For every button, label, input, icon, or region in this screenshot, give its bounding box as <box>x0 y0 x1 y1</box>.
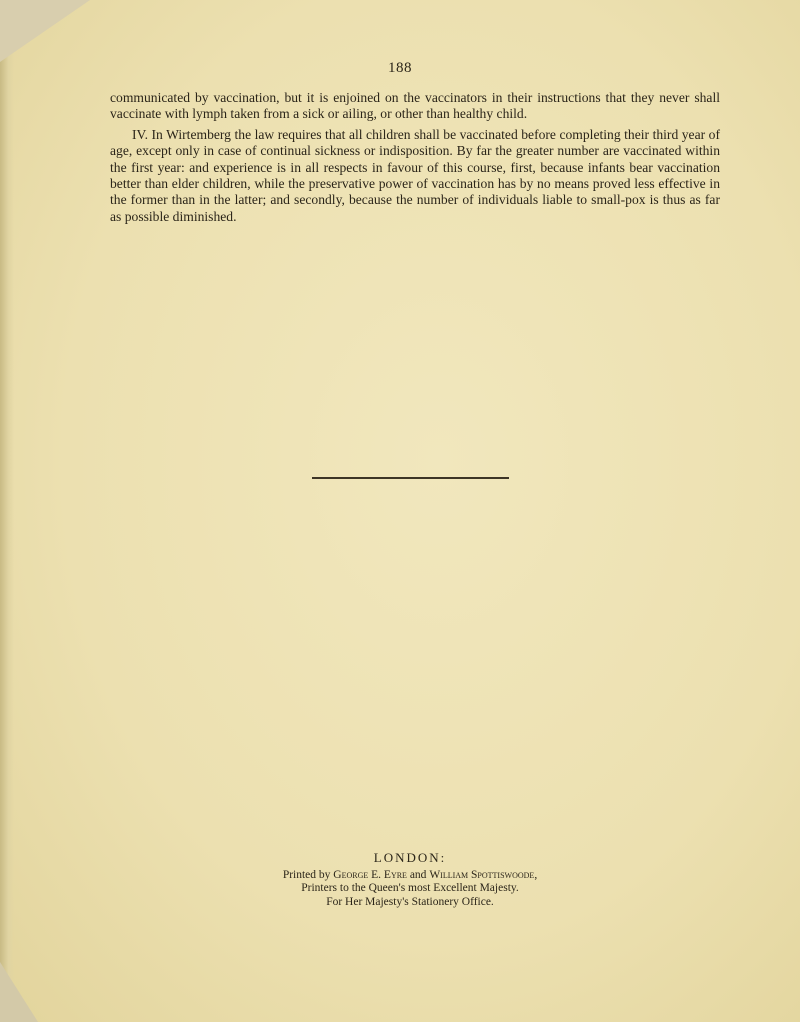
paragraph: IV. In Wirtemberg the law requires that all children shall be vaccinated before completing their third year of age, except only in case of continual sickness or indisposition. By far the greater number are vaccinated within the first year: and experience is in all respects in favour of this course, first, because infants bear vaccination better than elder children, while the preservative power of vaccination has by no means proved less effective in the former than in the latter; and secondly, because the number of individuals liable to small-pox is thus as far as possible diminished. <box>110 126 720 224</box>
imprint-office: For Her Majesty's Stationery Office. <box>326 895 494 908</box>
body-text <box>110 90 720 229</box>
printer-name: William Spottiswoode, <box>429 868 538 881</box>
imprint-printers <box>200 869 620 883</box>
paragraph: communicated by vaccination, but it is enjoined on the vaccinators in their instructions that they never shall vaccinate with lymph taken from a sick or ailing, or other than healthy child. <box>110 90 720 122</box>
imprint-place: LONDON: <box>373 850 447 865</box>
imprint-prefix: Printed by <box>282 868 334 881</box>
page-number: 188 <box>388 60 412 76</box>
section-divider <box>312 477 509 479</box>
imprint-conjunction: and <box>406 868 430 881</box>
imprint-title: Printers to the Queen's most Excellent Majesty. <box>301 882 519 894</box>
printer-imprint <box>200 851 620 909</box>
torn-corner-top <box>0 0 90 62</box>
torn-corner-bottom <box>0 962 38 1022</box>
printer-name: George E. Eyre <box>333 868 407 881</box>
page-edge <box>0 0 14 1022</box>
